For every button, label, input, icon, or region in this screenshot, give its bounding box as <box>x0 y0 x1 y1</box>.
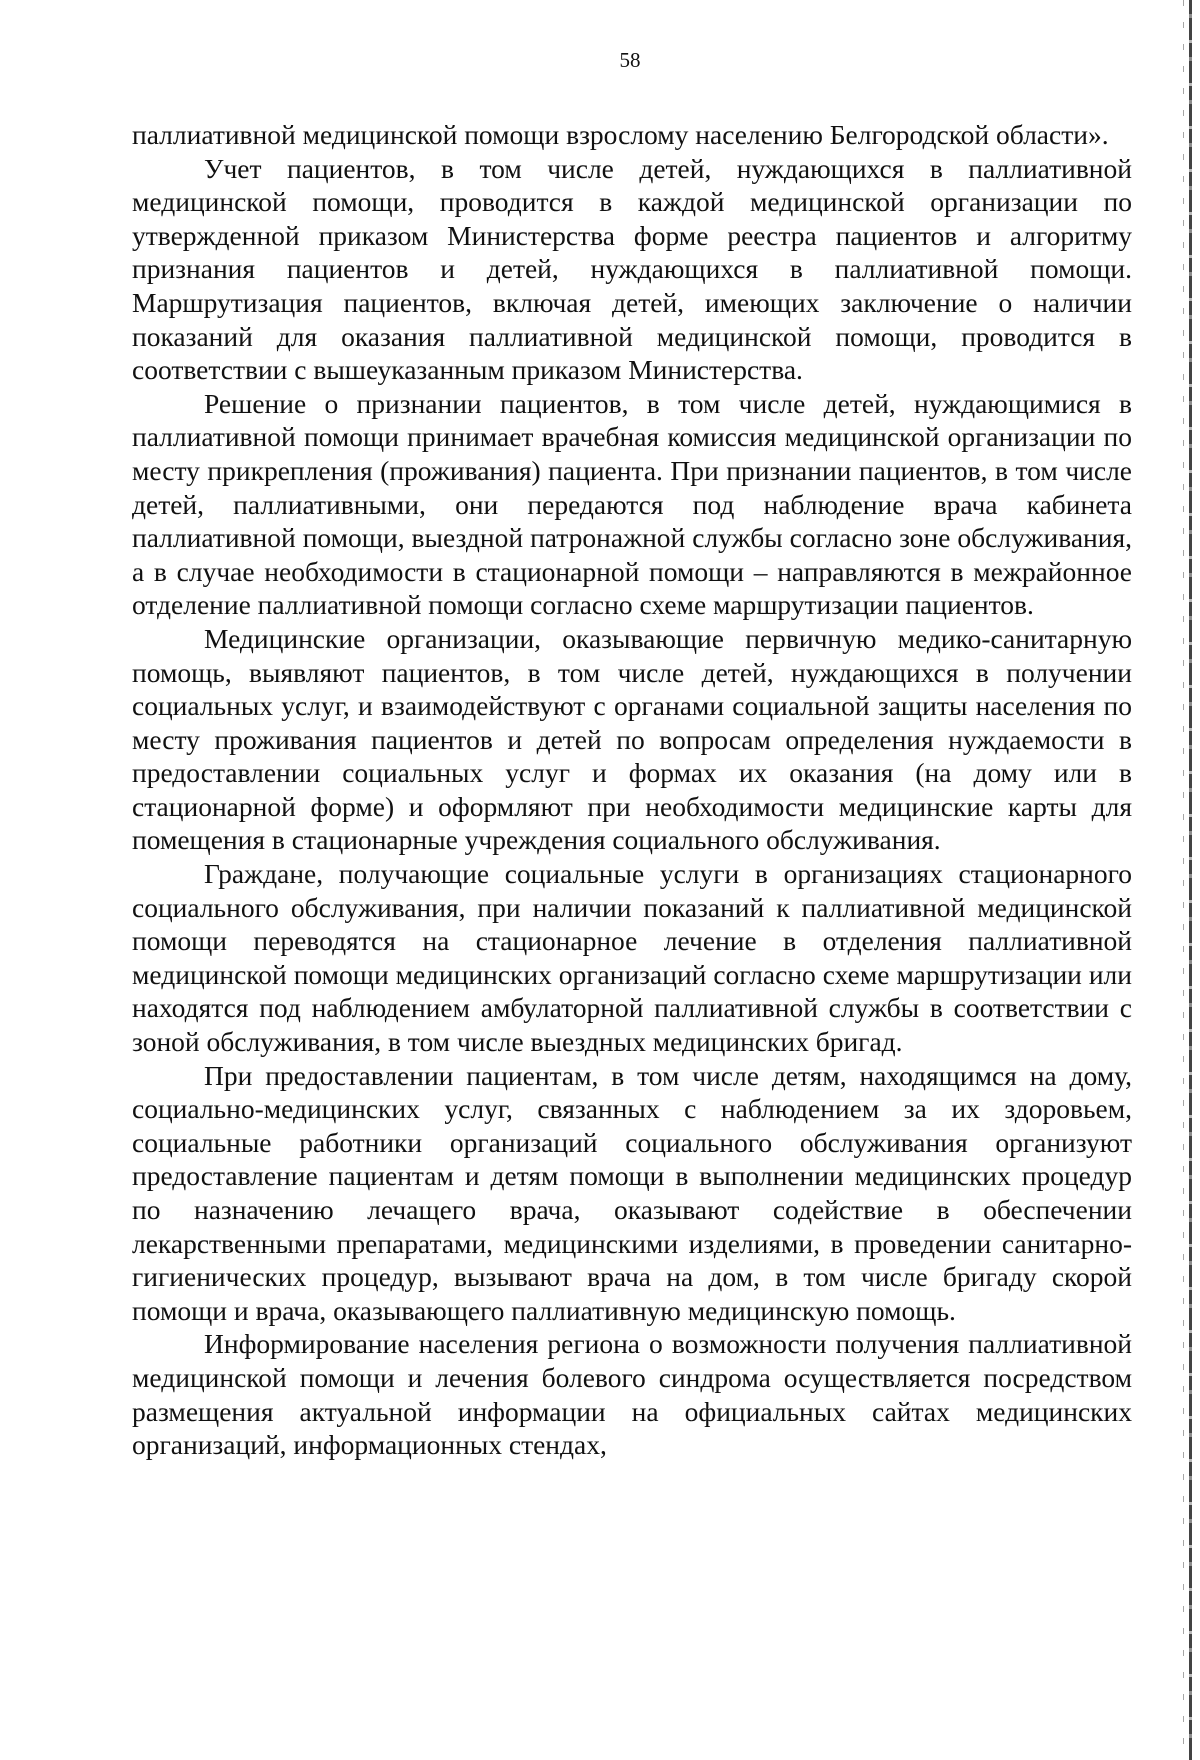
document-body <box>132 118 1132 1462</box>
paragraph-public-information: Информирование населения региона о возможности получения паллиативной медицинской помощи и лечения болевого синдрома осуществляется посредством размещения актуальной информации на официальных сайтах медицинских организаций, информационных стендах, <box>132 1328 1132 1461</box>
scan-edge-line <box>1189 0 1192 1760</box>
paragraph-home-social-services: При предоставлении пациентам, в том числе детям, находящимся на дому, социально-медицинских услуг, связанных с наблюдением за их здоровьем, социальные работники организаций социального обслуживания организуют предоставление пациентам и детям помощи в выполнении медицинских процедур по назначению лечащего врача, оказывают содействие в обеспечении лекарственными препаратами, медицинскими изделиями, в проведении санитарно-гигиенических процедур, вызывают врача на дом, в том числе бригаду скорой помощи и врача, оказывающего паллиативную медицинскую помощь. <box>132 1059 1132 1326</box>
page-number: 58 <box>619 48 641 72</box>
scan-edge-line-thin <box>1183 0 1184 1760</box>
paragraph-continuation: паллиативной медицинской помощи взрослому населению Белгородской области». <box>132 119 1109 150</box>
paragraph-primary-care-organizations: Медицинские организации, оказывающие первичную медико-санитарную помощь, выявляют пациентов, в том числе детей, нуждающихся в получении социальных услуг, и взаимодействуют с органами социальной защиты населения по месту проживания пациентов и детей по вопросам определения нуждаемости в предоставлении социальных услуг и формах их оказания (на дому или в стационарной форме) и оформляют при необходимости медицинские карты для помещения в стационарные учреждения социального обслуживания. <box>132 622 1132 856</box>
paragraph-patient-registry: Учет пациентов, в том числе детей, нуждающихся в паллиативной медицинской помощи, проводится в каждой медицинской организации по утвержденной приказом Министерства форме реестра пациентов и алгоритму признания пациентов и детей, нуждающихся в паллиативной помощи. Маршрутизация пациентов, включая детей, имеющих заключение о наличии показаний для оказания паллиативной медицинской помощи, проводится в соответствии с вышеуказанным приказом Министерства. <box>132 152 1132 386</box>
paragraph-social-service-residents: Граждане, получающие социальные услуги в организациях стационарного социального обслуживания, при наличии показаний к паллиативной медицинской помощи переводятся на стационарное лечение в отделения паллиативной медицинской помощи медицинских организаций согласно схеме маршрутизации или находятся под наблюдением амбулаторной паллиативной службы в соответствии с зоной обслуживания, в том числе выездных медицинских бригад. <box>132 858 1132 1058</box>
paragraph-recognition-decision: Решение о признании пациентов, в том числе детей, нуждающимися в паллиативной помощи принимает врачебная комиссия медицинской организации по месту прикрепления (проживания) пациента. При признании пациентов, в том числе детей, паллиативными, они передаются под наблюдение врача кабинета паллиативной помощи, выездной патронажной службы согласно зоне обслуживания, а в случае необходимости в стационарной помощи – направляются в межрайонное отделение паллиативной помощи согласно схеме маршрутизации пациентов. <box>132 387 1132 621</box>
